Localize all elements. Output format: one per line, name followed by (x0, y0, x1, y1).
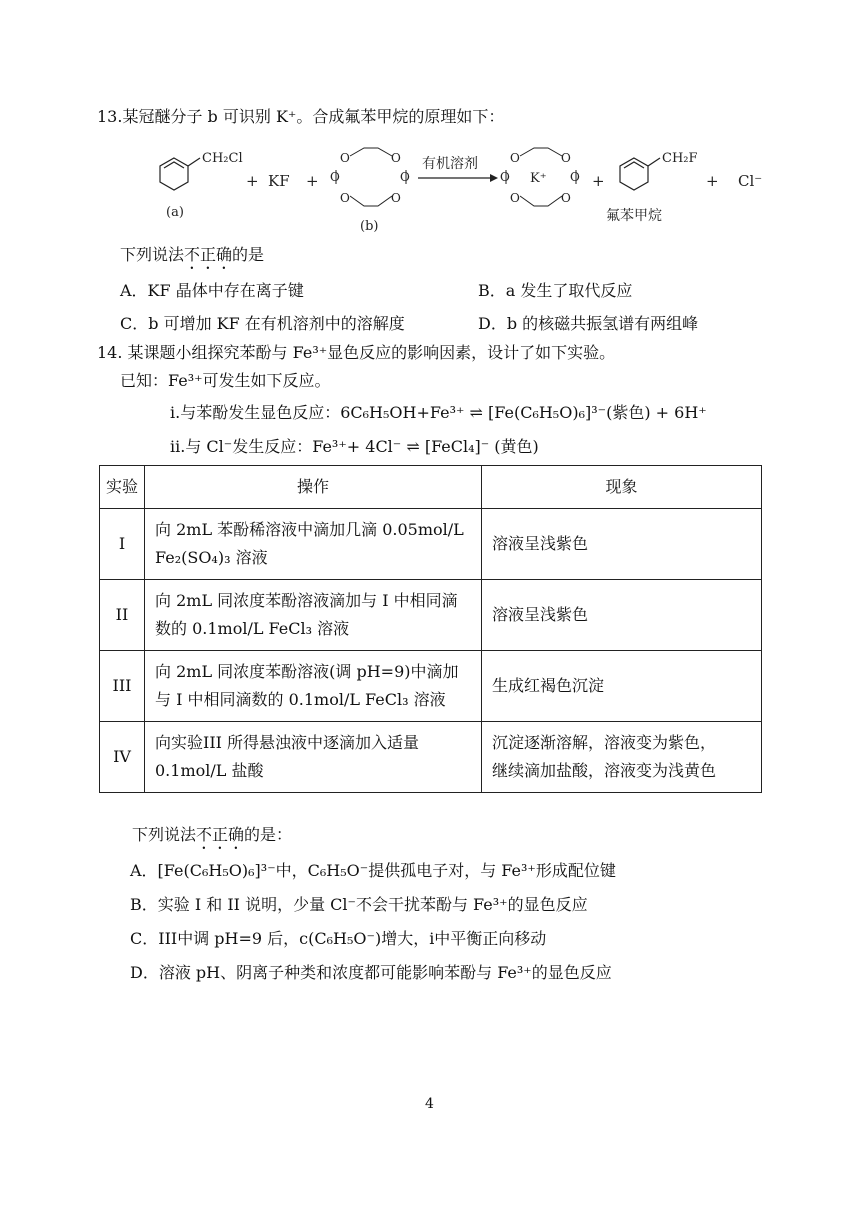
table-row: II 向 2mL 同浓度苯酚溶液滴加与 I 中相同滴 数的 0.1mol/L FeCl₃ 溶液 溶液呈浅紫色 (100, 580, 762, 651)
svg-text:O: O (340, 151, 350, 165)
q13-stem: 13.某冠醚分子 b 可识别 K⁺。合成氟苯甲烷的原理如下： (97, 107, 505, 126)
reaction-arrow-icon (418, 174, 498, 182)
q14-option-d: D．溶液 pH、阴离子种类和浓度都可能影响苯酚与 Fe³⁺的显色反应 (130, 963, 612, 982)
q14-known: 已知：Fe³⁺可发生如下反应。 (120, 371, 331, 390)
header-experiment: 实验 (100, 466, 145, 509)
plus-4: + (706, 172, 719, 190)
svg-text:O: O (510, 191, 520, 205)
benzene-ring-a (160, 158, 200, 190)
group-ch2cl: CH₂Cl (202, 151, 243, 166)
kf-formula: KF (268, 172, 290, 190)
header-phenomenon: 现象 (482, 466, 762, 509)
chloride-ion: Cl⁻ (738, 172, 763, 190)
table-row: I 向 2mL 苯酚稀溶液中滴加几滴 0.05mol/L Fe₂(SO₄)₃ 溶液 溶液呈浅紫色 (100, 509, 762, 580)
arrow-label: 有机溶剂 (422, 156, 478, 172)
label-a: (a) (166, 205, 184, 220)
svg-text:O: O (400, 170, 410, 184)
experiment-table (99, 465, 762, 793)
page-number: 4 (425, 1096, 434, 1112)
q14-prompt: 下列说法不正确的是： (132, 825, 293, 844)
k-ion: K⁺ (530, 171, 547, 186)
q13-prompt: 下列说法不正确的是 (120, 245, 265, 264)
group-ch2f: CH₂F (662, 151, 698, 166)
q14-reaction-ii: ii.与 Cl⁻发生反应：Fe³⁺+ 4Cl⁻ ⇌ [FeCl₄]⁻ (黄色) (170, 437, 539, 456)
table-header-row (100, 466, 762, 509)
product-name: 氟苯甲烷 (606, 208, 662, 224)
svg-text:O: O (510, 151, 520, 165)
q13-option-c: C．b 可增加 KF 在有机溶剂中的溶解度 (120, 314, 405, 333)
svg-text:O: O (391, 151, 401, 165)
benzene-ring-product (620, 158, 660, 190)
svg-text:O: O (561, 191, 571, 205)
q14-reaction-i: i.与苯酚发生显色反应：6C₆H₅OH+Fe³⁺ ⇌ [Fe(C₆H₅O)₆]³⁻(紫色) + 6H⁺ (170, 403, 707, 422)
q13-option-d: D．b 的核磁共振氢谱有两组峰 (478, 314, 699, 333)
header-operation: 操作 (145, 466, 482, 509)
q14-option-a: A．[Fe(C₆H₅O)₆]³⁻中，C₆H₅O⁻提供孤电子对，与 Fe³⁺形成配位键 (130, 861, 616, 880)
plus-1: + (246, 172, 259, 190)
q13-option-a: A．KF 晶体中存在离子键 (120, 281, 304, 300)
label-b: (b) (360, 219, 379, 234)
q14-stem: 14. 某课题小组探究苯酚与 Fe³⁺显色反应的影响因素，设计了如下实验。 (97, 343, 616, 362)
q13-option-b: B．a 发生了取代反应 (478, 281, 633, 300)
q13-reaction-scheme (150, 140, 770, 235)
table-row: III 向 2mL 同浓度苯酚溶液(调 pH=9)中滴加 与 I 中相同滴数的 0.1mol/L FeCl₃ 溶液 生成红褐色沉淀 (100, 651, 762, 722)
crown-ether-b (330, 148, 410, 206)
plus-2: + (306, 172, 319, 190)
svg-text:O: O (500, 170, 510, 184)
svg-text:O: O (570, 170, 580, 184)
q14-option-b: B．实验 I 和 II 说明，少量 Cl⁻不会干扰苯酚与 Fe³⁺的显色反应 (130, 895, 588, 914)
plus-3: + (592, 172, 605, 190)
q14-option-c: C．III中调 pH=9 后，c(C₆H₅O⁻)增大，i中平衡正向移动 (130, 929, 547, 948)
svg-text:O: O (340, 191, 350, 205)
table-row: IV 向实验III 所得悬浊液中逐滴加入适量 0.1mol/L 盐酸 沉淀逐渐溶解，溶液变为紫色， 继续滴加盐酸，溶液变为浅黄色 (100, 722, 762, 793)
svg-text:O: O (391, 191, 401, 205)
svg-text:O: O (330, 170, 340, 184)
svg-text:O: O (561, 151, 571, 165)
